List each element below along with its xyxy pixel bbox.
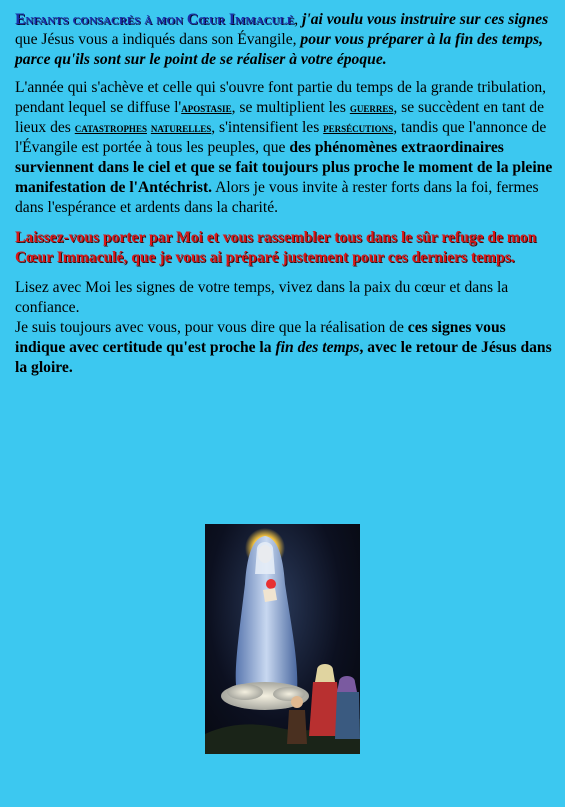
link-naturelles[interactable]: naturelles (150, 120, 212, 135)
paragraph-signs: Je suis toujours avec vous, pour vous dire que la réalisation de ces signes vous indique avec certitude qu'est proche la fin des temps, avec le retour de Jésus dans la gloire. (15, 319, 552, 376)
link-guerres[interactable]: guerres (349, 100, 394, 115)
paragraph-signs-line1: Lisez avec Moi les signes de votre temps, vivez dans la paix du cœur et dans la confiance. (15, 279, 509, 316)
apparition-image (205, 524, 360, 754)
link-catastrophes[interactable]: catastrophes (74, 120, 147, 135)
link-apostasie[interactable]: apostasie (181, 100, 232, 115)
page-content (0, 0, 565, 378)
child-girl-2 (335, 676, 360, 739)
link-persecutions[interactable]: persécutions (323, 120, 394, 135)
virgin-mary-illustration (205, 524, 360, 754)
intro-lead: Enfants consacrés à mon Cœur Immaculé (15, 11, 295, 28)
heart-icon (266, 579, 276, 589)
intro-paragraph: Enfants consacrés à mon Cœur Immaculé, j'ai voulu vous instruire sur ces signes que Jésus vous a indiqués dans son Évangile, pour vous préparer à la fin des temps, parce qu'ils sont sur le point de se réaliser à votre époque. (15, 11, 549, 68)
red-exhortation: Laissez-vous porter par Moi et vous rassembler tous dans le sûr refuge de mon Cœur Immaculé, que je vous ai préparé justement pour ces derniers temps. (15, 229, 537, 266)
paragraph-tribulation: L'année qui s'achève et celle qui s'ouvre font partie du temps de la grande tribulation, pendant lequel se diffuse l'apostasie, se multiplient les guerres, se succèdent en tant de lieux des catastrophes naturelles, s'intensifient les persécutions, tandis que l'annonce de l'Évangile est portée à tous les peuples, que des phénomènes extraordinaires surviennent dans le ciel et que se fait toujours plus proche le moment de la pleine manifestation de l'Antéchrist. Alors je vous invite à rester forts dans la foi, fermes dans l'espérance et ardents dans la charité. (15, 79, 553, 216)
